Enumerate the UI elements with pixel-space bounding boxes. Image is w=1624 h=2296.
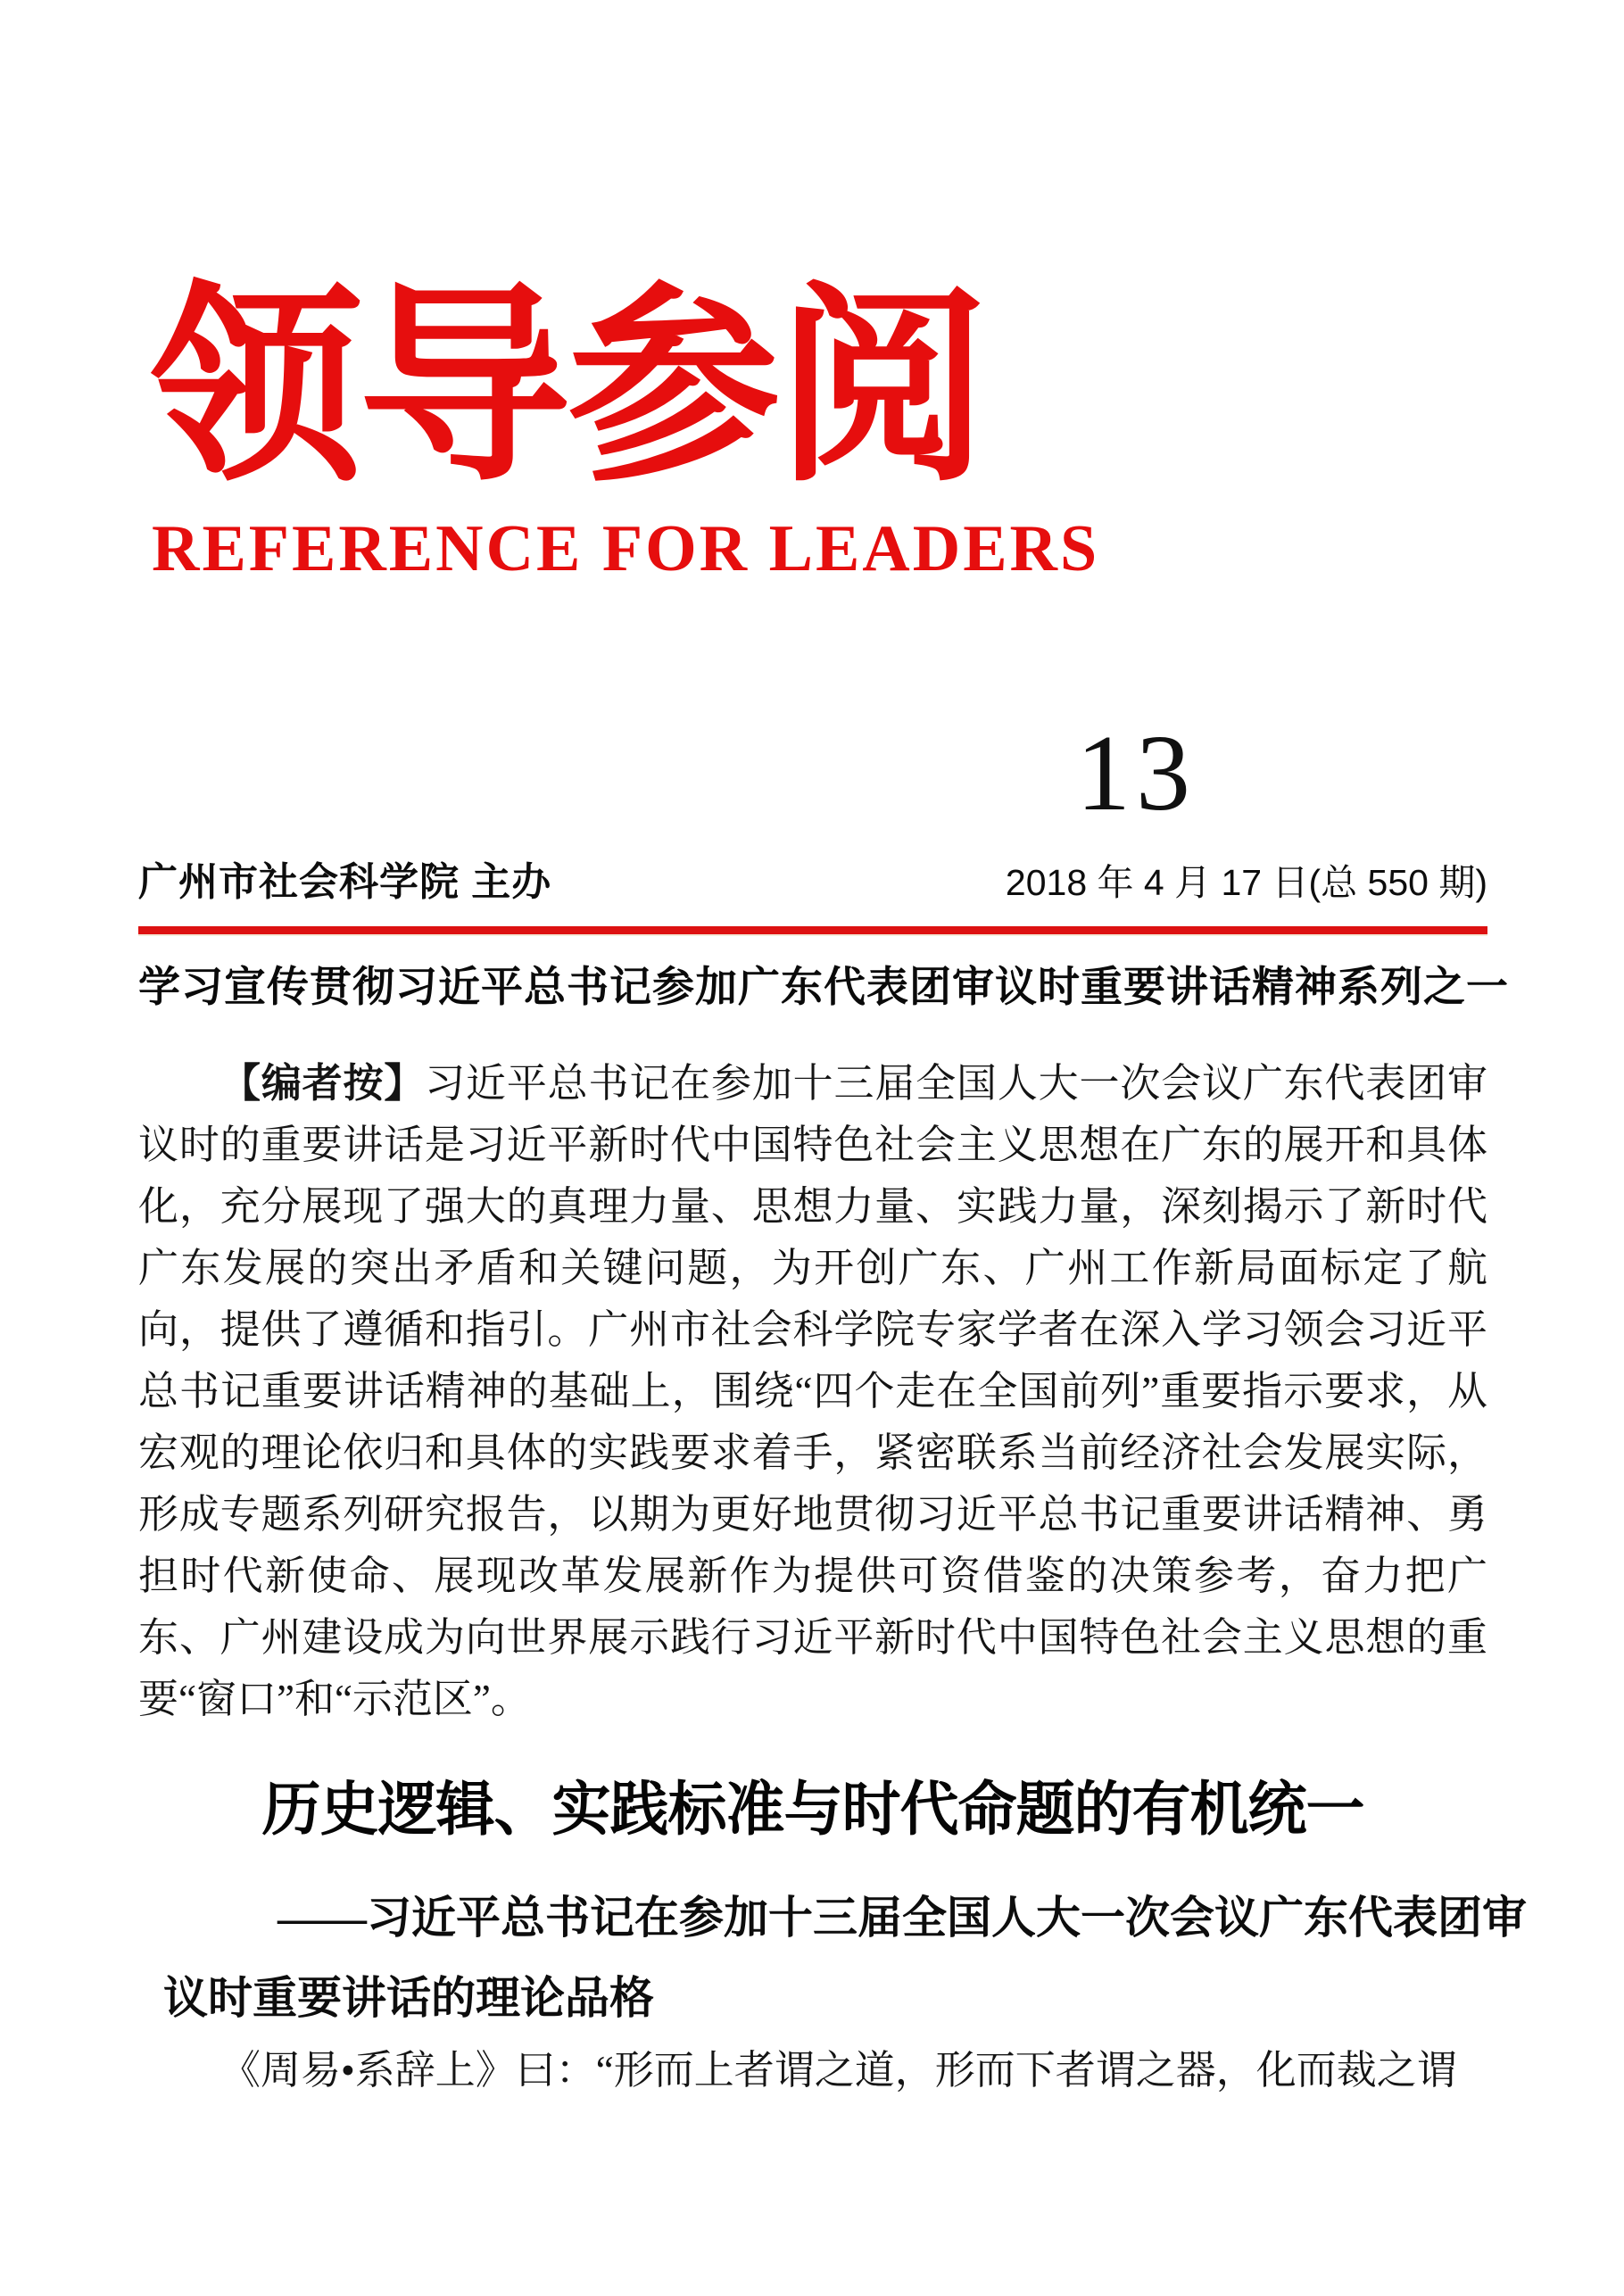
issue-date-line: 2018 年 4 月 17 日(总 550 期) bbox=[1005, 862, 1487, 903]
masthead-divider-rule bbox=[138, 926, 1487, 936]
masthead-title-en: REFERENCE FOR LEADERS bbox=[152, 512, 1100, 585]
editor-note-paragraph bbox=[138, 1052, 1487, 1730]
issue-number: 13 bbox=[1076, 713, 1196, 833]
article-subtitle bbox=[138, 1877, 1527, 2038]
article-title: 历史逻辑、实践标准与时代命题的有机统一 bbox=[261, 1776, 1364, 1842]
article-subtitle-line-2: 议时重要讲话的理论品格 bbox=[163, 1973, 654, 2023]
masthead-title-cn: 领导参阅 bbox=[150, 272, 985, 507]
publisher-name: 广州市社会科学院 主办 bbox=[138, 860, 552, 904]
editor-note-text: 习近平总书记在参加十三届全国人大一次会议广东代表团审议时的重要讲话是习近平新时代中国特色社会主义思想在广东的展开和具体化，充分展现了强大的真理力量、思想力量、实践力量，深刻揭示了新时代广东发展的突出矛盾和关键问题，为开创广东、广州工作新局面标定了航向，提供了遵循和指引。广州市社会科学院专家学者在深入学习领会习近平总书记重要讲话精神的基础上，围绕“四个走在全国前列”重要指示要求，从宏观的理论依归和具体的实践要求着手，紧密联系当前经济社会发展实际，形成专题系列研究报告，以期为更好地贯彻习近平总书记重要讲话精神、勇担时代新使命、展现改革发展新作为提供可资借鉴的决策参考，奋力把广东、广州建设成为向世界展示践行习近平新时代中国特色社会主义思想的重要“窗口”和“示范区”。 bbox=[138, 1061, 1487, 1721]
article-first-line: 《周易•系辞上》曰：“形而上者谓之道，形而下者谓之器，化而裁之谓 bbox=[220, 2048, 1457, 2093]
article-subtitle-line-1: ——习近平总书记在参加十三届全国人大一次会议广东代表团审 bbox=[278, 1893, 1527, 1943]
editor-note-label: 【编者按】 bbox=[220, 1060, 426, 1106]
series-headline: 学习宣传贯彻习近平总书记参加广东代表团审议时重要讲话精神系列之一 bbox=[138, 963, 1509, 1010]
publisher-date-row bbox=[138, 850, 1487, 907]
